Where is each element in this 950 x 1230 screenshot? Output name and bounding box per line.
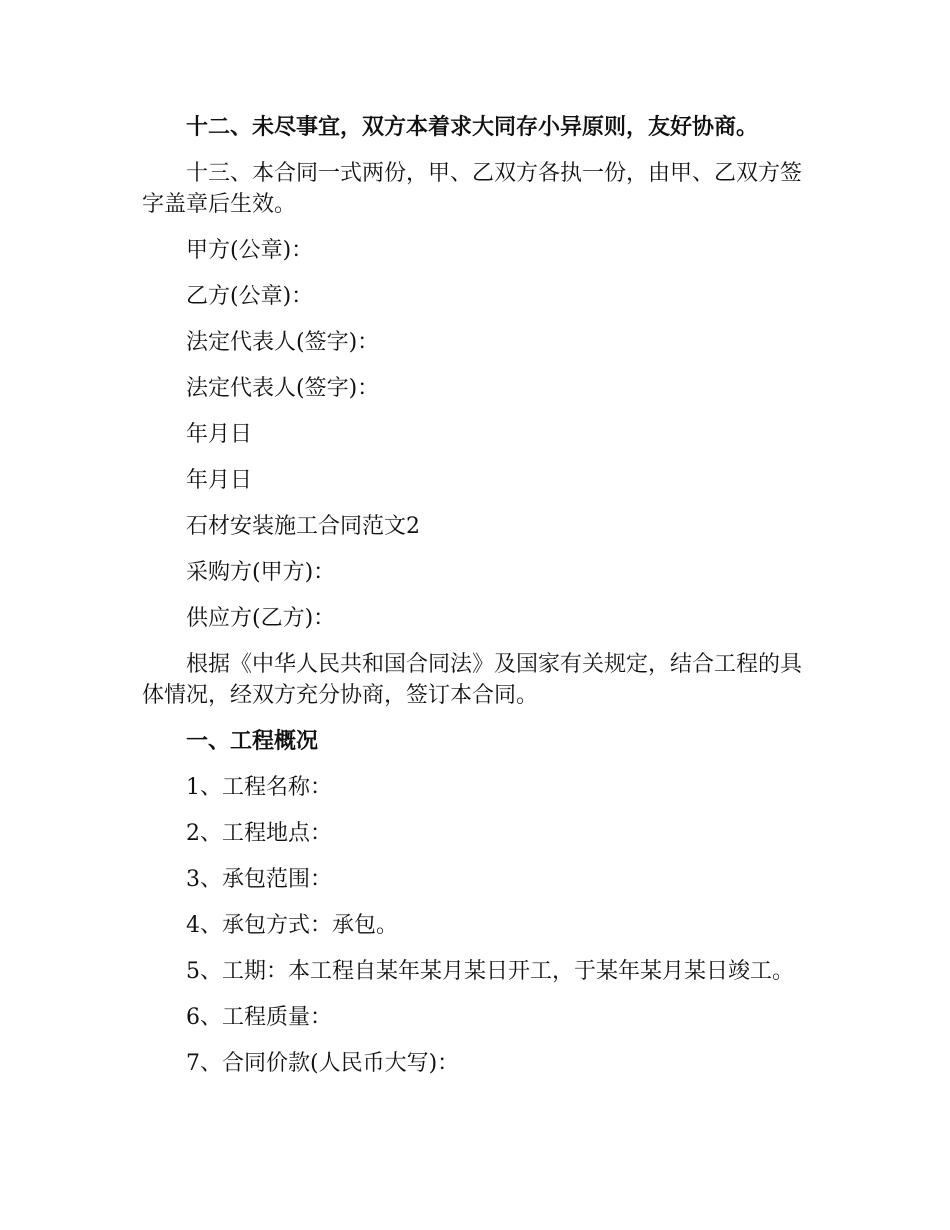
item-schedule: 5、工期：本工程自某年某月某日开工，于某年某月某日竣工。 — [186, 959, 794, 984]
item-project-location: 2、工程地点： — [186, 821, 332, 846]
section-heading-overview: 一、工程概况 — [186, 728, 319, 754]
item-contract-price: 7、合同价款(人民币大写)： — [186, 1051, 460, 1076]
supplier-line: 供应方(乙方)： — [186, 606, 336, 631]
date-line-b: 年月日 — [186, 468, 253, 493]
party-a-seal-line: 甲方(公章)： — [186, 238, 314, 263]
clause-twelve: 十二、未尽事宜，双方本着求大同存小异原则，友好协商。 — [186, 114, 759, 140]
preamble: 根据《中华人民共和国合同法》及国家有关规定，结合工程的具体情况，经双方充分协商，签订本合同。 — [142, 652, 803, 708]
item-contract-method: 4、承包方式：承包。 — [186, 913, 398, 938]
clause-thirteen: 十三、本合同一式两份，甲、乙双方各执一份，由甲、乙双方签字盖章后生效。 — [142, 161, 803, 217]
item-project-name: 1、工程名称： — [186, 775, 332, 800]
legal-rep-signature-b: 法定代表人(签字)： — [186, 376, 380, 401]
document-page — [142, 112, 808, 1079]
party-b-seal-line: 乙方(公章)： — [186, 284, 314, 309]
legal-rep-signature-a: 法定代表人(签字)： — [186, 330, 380, 355]
purchaser-line: 采购方(甲方)： — [186, 560, 336, 585]
item-contract-scope: 3、承包范围： — [186, 867, 332, 892]
item-quality: 6、工程质量： — [186, 1005, 332, 1030]
date-line-a: 年月日 — [186, 422, 253, 447]
contract-title: 石材安装施工合同范文2 — [186, 514, 420, 539]
